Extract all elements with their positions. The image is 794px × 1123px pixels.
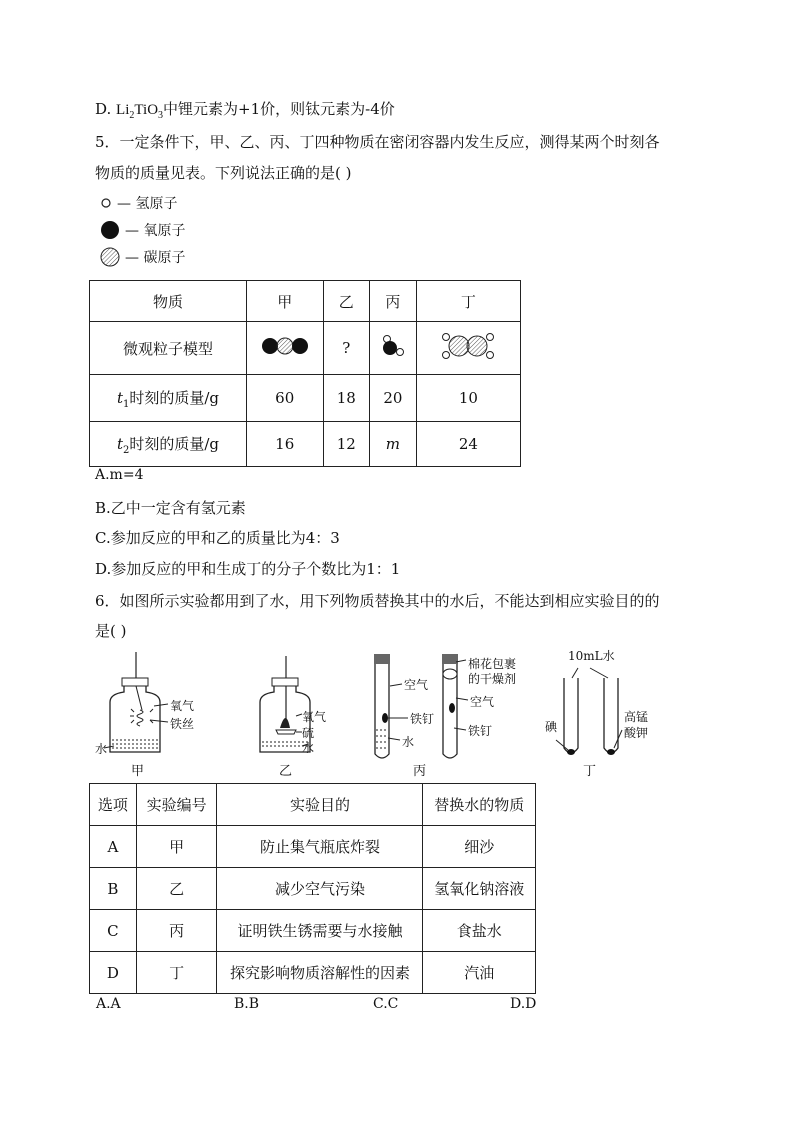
caption-bing: 丙 [413,764,427,779]
q4-option-d: D. $Li_2TiO_3$中锂元素为+1价，则钛元素为-4价 [95,100,395,121]
table-header: 选项 [90,784,137,826]
row-model-label: 微观粒子模型 [90,322,247,375]
table-header: 丙 [370,281,417,322]
q6-options-table [89,783,536,994]
caption-yi: 乙 [279,764,293,779]
table-row: C 丙 证明铁生锈需要与水接触 食盐水 [90,910,536,952]
q5-option-a: A.m=4 [95,467,144,483]
q5-option-d: D.参加反应的甲和生成丁的分子个数比为1：1 [95,560,401,578]
tubes-ding [556,668,622,755]
q5-stem-line2: 物质的质量见表。下列说法正确的是( ) [95,164,352,182]
t1-ding: 10 [416,375,520,422]
t2-yi: 12 [323,422,370,467]
tubes-bing [374,654,468,758]
table-header: 实验目的 [217,784,423,826]
table-row: B 乙 减少空气污染 氢氧化钠溶液 [90,868,536,910]
oxygen-atom-icon [99,219,121,241]
model-yi-unknown: ? [323,322,370,375]
t2-jia: 16 [246,422,323,467]
model-ding [416,322,520,375]
q6-stem-line2: 是( ) [95,622,127,640]
table-header: 实验编号 [136,784,217,826]
q6-option-a: A.A [96,996,121,1012]
table-header: 乙 [323,281,370,322]
table-header: 丁 [416,281,520,322]
q5-stem-line1: 5．一定条件下，甲、乙、丙、丁四种物质在密闭容器内发生反应，测得某两个时刻各 [95,133,660,151]
t1-bing: 20 [370,375,417,422]
table-header: 替换水的物质 [423,784,536,826]
legend-oxygen: — 氧原子 [99,219,185,241]
table-row: D 丁 探究影响物质溶解性的因素 汽油 [90,952,536,994]
t1-yi: 18 [323,375,370,422]
model-jia [246,322,323,375]
table-row: A 甲 防止集气瓶底炸裂 细沙 [90,826,536,868]
hydrogen-atom-icon [99,196,113,210]
q6-stem-line1: 6．如图所示实验都用到了水，用下列物质替换其中的水后，不能达到相应实验目的的 [95,592,660,610]
t2-bing: m [370,422,417,467]
q5-mass-table [89,280,521,467]
q6-option-d: D.D [510,996,537,1012]
row-t2-label: $t_2$时刻的质量/g [90,422,247,467]
q5-option-c: C.参加反应的甲和乙的质量比为4：3 [95,529,340,547]
caption-ding: 丁 [583,764,597,779]
bing-molecule-icon [380,334,406,358]
model-bing [370,322,417,375]
t2-ding: 24 [416,422,520,467]
q6-option-b: B.B [234,996,260,1012]
q5-option-b: B.乙中一定含有氢元素 [95,499,246,517]
carbon-atom-icon [99,246,121,268]
table-header: 物质 [90,281,247,322]
ding-molecule-icon [440,331,496,361]
table-header: 甲 [246,281,323,322]
legend-carbon: — 碳原子 [99,246,185,268]
legend-hydrogen: — 氢原子 [99,193,177,213]
t1-jia: 60 [246,375,323,422]
q6-option-c: C.C [373,996,399,1012]
row-t1-label: $t_1$时刻的质量/g [90,375,247,422]
caption-jia: 甲 [131,764,145,779]
jar-jia [104,652,168,752]
jia-molecule-icon [261,336,309,356]
